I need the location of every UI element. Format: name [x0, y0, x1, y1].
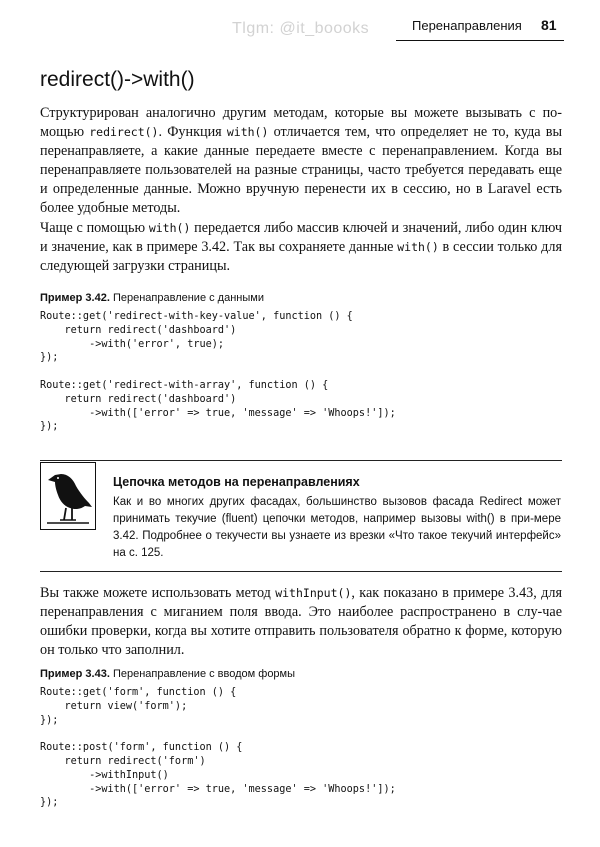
inline-code: with() — [148, 221, 191, 235]
example-title: Перенаправление с данными — [112, 292, 264, 304]
example-3-43-code: Route::get('form', function () { return view('form'); }); Route::post('form', function () { return redirect('form') ->withInput() ->with(['error' => true, 'message' => 'Whoops!']); }); — [40, 687, 396, 809]
running-title: Перенаправления — [412, 18, 522, 33]
example-label: Пример 3.43. — [40, 668, 110, 680]
watermark: Tlgm: @it_boooks — [232, 20, 370, 37]
paragraph-with-input: Вы также можете использовать метод withInput(), как показано в примере 3.43, для перенаправления с миганием поля ввода. Это наиболее распространено в слу-чае ошибки проверки, когда вы хотите отправить пользователя обратно к форме, которую он только что заполнил. — [40, 585, 562, 658]
inline-code: with() — [397, 240, 439, 254]
note-top-rule — [40, 460, 562, 461]
crow-icon — [40, 462, 96, 530]
page-number: 81 — [541, 17, 557, 33]
example-3-42-code: Route::get('redirect-with-key-value', function () { return redirect('dashboard') ->with('error', true); }); Route::get('redirect-with-array', function () { return redirect('dashboard') ->with(['error' => true, 'message' => 'Whoops!']); }); — [40, 311, 396, 433]
paragraph-redirect-with: Структурирован аналогично другим методам, которые вы можете вызывать с по-мощью redirect(). Функция with() отличается тем, что определяет не то, куда вы перенаправляете, а какие данные передаете вместе с перенаправлением. Когда вы перенаправляете пользователей на разные страницы, часто требуется передавать еще и определенные данные. Можно вручную перенести их в сессию, но в Laravel есть более удобные методы. — [40, 105, 562, 216]
note-text: Как и во многих других фасадах, большинство вызовов фасада Redirect может принимать текучие (fluent) цепочки методов, например вызовы with() в при-мере 3.42. Подробнее о текучести вы узнаете из врезки «Что такое текучий интерфейс» на с. 125. — [113, 496, 561, 559]
paragraph-with-usage: Чаще с помощью with() передается либо массив ключей и значений, либо один ключ и значение, как в примере 3.42. Так вы сохраняете данные with() в сессии только для следующей загрузки страницы. — [40, 220, 562, 274]
example-title: Перенаправление с вводом формы — [112, 668, 296, 680]
page-header — [0, 0, 600, 50]
example-3-43-caption — [40, 668, 295, 680]
header-rule — [396, 40, 564, 41]
note-bottom-rule — [40, 571, 562, 572]
inline-code: with() — [226, 125, 269, 139]
inline-code: withInput() — [275, 586, 352, 600]
example-3-42-caption — [40, 292, 264, 304]
note-title: Цепочка методов на перенаправлениях — [113, 475, 360, 489]
inline-code: redirect() — [89, 125, 159, 139]
example-label: Пример 3.42. — [40, 292, 110, 304]
section-title: redirect()->with() — [40, 68, 195, 91]
